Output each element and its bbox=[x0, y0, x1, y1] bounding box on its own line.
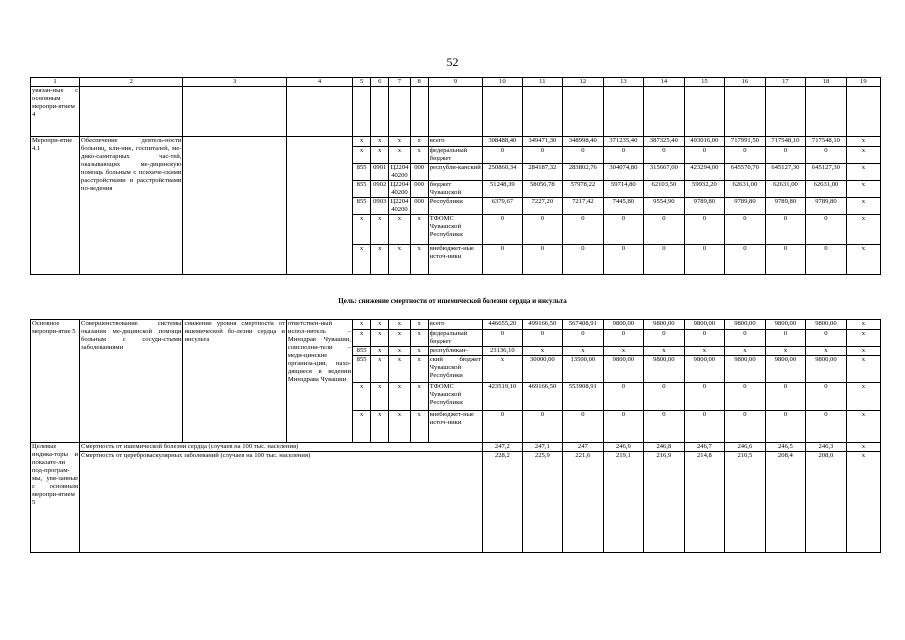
kbk-vr-cell: x bbox=[410, 330, 428, 347]
amount-cell: 0 bbox=[684, 245, 725, 275]
kbk-gr-cell: x bbox=[353, 147, 371, 164]
amount-cell: 7217,42 bbox=[563, 198, 604, 215]
indicator-value-cell: 247 bbox=[563, 443, 604, 452]
kbk-csr-cell: Ц2204 40200 bbox=[390, 164, 409, 179]
amount-cell: 9554,90 bbox=[644, 198, 685, 215]
amount-cell: 493016,00 bbox=[684, 137, 725, 147]
kbk-rz-cell: 0903 bbox=[371, 198, 389, 215]
kbk-vr-cell: x bbox=[410, 245, 428, 275]
amount-cell: 284187,32 bbox=[522, 164, 563, 181]
kbk-rz-cell: x bbox=[371, 147, 389, 164]
table-row bbox=[31, 320, 881, 330]
funding-source-cell: внебюджет-ные источ-ники bbox=[428, 411, 482, 443]
amount-cell: 387325,40 bbox=[644, 137, 685, 147]
amount-cell: 717548,10 bbox=[806, 137, 847, 147]
amount-cell: 0 bbox=[483, 147, 522, 164]
amount-cell: x bbox=[483, 356, 522, 383]
amount-cell: 0 bbox=[765, 147, 806, 164]
note-cell: x bbox=[846, 320, 880, 330]
empty-cell bbox=[286, 137, 352, 275]
note-cell: x bbox=[846, 383, 880, 411]
page-number: 52 bbox=[446, 55, 459, 69]
amount-cell: x bbox=[563, 347, 604, 356]
column-number-10: 10 bbox=[483, 78, 522, 87]
amount-cell: 0 bbox=[483, 215, 522, 245]
amount-cell: 645570,70 bbox=[725, 164, 766, 181]
amount-cell: 0 bbox=[644, 383, 685, 411]
amount-cell: 0 bbox=[603, 330, 644, 347]
indicator-value-cell: 246,8 bbox=[644, 443, 685, 452]
funding-source-cell: федеральный бюджет bbox=[428, 147, 482, 164]
kbk-gr-cell: x bbox=[353, 245, 371, 275]
amount-cell: x bbox=[603, 347, 644, 356]
indicator-name-cell: Смертность от ишемической болезни сердца (случаев на 100 тыс. населения) bbox=[80, 443, 483, 452]
column-number-14: 14 bbox=[644, 78, 685, 87]
kbk-rz-cell: 0901 bbox=[371, 164, 389, 181]
note-cell: x bbox=[846, 181, 880, 198]
indicator-value-cell: 216,9 bbox=[644, 452, 685, 553]
kbk-rz-cell: x bbox=[371, 215, 389, 245]
note-cell: x bbox=[846, 164, 880, 181]
note-cell: x bbox=[846, 330, 880, 347]
amount-cell: 9789,80 bbox=[765, 198, 806, 215]
column-number-6: 6 bbox=[371, 78, 389, 87]
amount-cell: 9800,00 bbox=[644, 356, 685, 383]
amount-cell: 51248,39 bbox=[483, 181, 522, 198]
amount-cell: 9789,80 bbox=[684, 198, 725, 215]
amount-cell: 62103,50 bbox=[644, 181, 685, 198]
amount-cell: 9789,80 bbox=[725, 198, 766, 215]
budget-table-part-1 bbox=[30, 77, 881, 275]
kbk-csr-cell: Ц2204 40200 bbox=[390, 181, 409, 196]
kbk-csr-cell: x bbox=[389, 147, 410, 164]
funding-source-cell: ский бюджет Чувашской Республики bbox=[428, 356, 482, 383]
kbk-vr-cell: x bbox=[410, 411, 428, 443]
table-row bbox=[31, 137, 881, 147]
funding-source-cell: республикан- bbox=[428, 347, 482, 356]
kbk-vr-cell: 000 bbox=[410, 164, 428, 181]
kbk-gr-cell: 855 bbox=[353, 181, 371, 198]
indicator-name-cell: Смертность от цереброваскулярных заболеваний (случаев на 100 тыс. населения) bbox=[80, 452, 483, 553]
kbk-csr-cell: x bbox=[389, 245, 410, 275]
amount-cell: 62631,00 bbox=[806, 181, 847, 198]
amount-cell: 0 bbox=[563, 147, 604, 164]
amount-cell: 9800,00 bbox=[644, 320, 685, 330]
indicator-value-cell: 208,4 bbox=[765, 452, 806, 553]
kbk-vr-cell: 000 bbox=[410, 181, 428, 198]
kbk-vr-cell: x bbox=[410, 137, 428, 147]
amount-cell: 59714,80 bbox=[603, 181, 644, 198]
amount-cell: 250860,34 bbox=[483, 164, 522, 181]
note-cell: x bbox=[846, 443, 880, 452]
amount-cell: 0 bbox=[684, 330, 725, 347]
amount-cell: 308488,40 bbox=[483, 137, 522, 147]
amount-cell: 0 bbox=[483, 245, 522, 275]
amount-cell: 9800,00 bbox=[765, 356, 806, 383]
amount-cell: 9800,00 bbox=[603, 356, 644, 383]
indicator-value-cell: 247,1 bbox=[522, 443, 563, 452]
prev-item-cell: увязан-ные с основным меропри-ятием 4 bbox=[31, 87, 80, 137]
column-number-2: 2 bbox=[80, 78, 183, 87]
amount-cell: 9800,00 bbox=[603, 320, 644, 330]
kbk-csr-cell: x bbox=[389, 411, 410, 443]
amount-cell: 9800,00 bbox=[725, 356, 766, 383]
kbk-gr-cell: x bbox=[353, 330, 371, 347]
item-name-cell: Основное меропри-ятие 5 bbox=[31, 320, 80, 443]
target-row bbox=[31, 443, 881, 452]
amount-cell: 6379,67 bbox=[483, 198, 522, 215]
amount-cell: 0 bbox=[765, 245, 806, 275]
column-number-5: 5 bbox=[353, 78, 371, 87]
amount-cell: 0 bbox=[563, 215, 604, 245]
amount-cell: 58056,78 bbox=[522, 181, 563, 198]
kbk-csr-cell: x bbox=[389, 320, 410, 330]
amount-cell: 0 bbox=[483, 330, 522, 347]
amount-cell: 0 bbox=[725, 330, 766, 347]
amount-cell: 0 bbox=[522, 245, 563, 275]
amount-cell: 23136,10 bbox=[483, 347, 522, 356]
column-number-19: 19 bbox=[846, 78, 880, 87]
column-number-11: 11 bbox=[522, 78, 563, 87]
kbk-gr-cell: x bbox=[353, 411, 371, 443]
prev-continuation-row bbox=[31, 87, 881, 137]
indicator-value-cell: 219,1 bbox=[603, 452, 644, 553]
kbk-vr-cell: x bbox=[410, 347, 428, 356]
amount-cell: 0 bbox=[725, 245, 766, 275]
amount-cell: 499166,50 bbox=[522, 320, 563, 330]
amount-cell: 0 bbox=[603, 245, 644, 275]
item-description-cell: Совершенствование системы оказания ме-дицинской помощи больным с сосуди-стыми заболеваниями bbox=[80, 320, 183, 443]
amount-cell: 553908,91 bbox=[563, 383, 604, 411]
funding-source-cell: внебюджет-ные источ-ники bbox=[428, 245, 482, 275]
indicator-value-cell: 210,5 bbox=[725, 452, 766, 553]
column-number-4: 4 bbox=[286, 78, 352, 87]
kbk-gr-cell: 855 bbox=[353, 198, 371, 215]
kbk-csr-cell: x bbox=[389, 215, 410, 245]
amount-cell: 0 bbox=[563, 245, 604, 275]
note-cell: x bbox=[846, 356, 880, 383]
amount-cell: 0 bbox=[765, 411, 806, 443]
amount-cell: 0 bbox=[483, 411, 522, 443]
amount-cell: 0 bbox=[806, 411, 847, 443]
amount-cell: 30000,00 bbox=[522, 356, 563, 383]
indicator-value-cell: 214,8 bbox=[684, 452, 725, 553]
kbk-rz-cell: x bbox=[371, 330, 389, 347]
kbk-rz-cell: 0902 bbox=[371, 181, 389, 198]
amount-cell: 0 bbox=[684, 383, 725, 411]
amount-cell: 13500,00 bbox=[563, 356, 604, 383]
target-row bbox=[31, 452, 881, 553]
kbk-csr-cell: x bbox=[389, 137, 410, 147]
amount-cell: 446655,20 bbox=[483, 320, 522, 330]
kbk-vr-cell: x bbox=[410, 215, 428, 245]
amount-cell: 9800,00 bbox=[725, 320, 766, 330]
amount-cell: 0 bbox=[603, 383, 644, 411]
amount-cell: 0 bbox=[806, 383, 847, 411]
column-number-16: 16 bbox=[725, 78, 766, 87]
note-cell: x bbox=[846, 147, 880, 164]
funding-source-cell: федеральный бюджет bbox=[428, 330, 482, 347]
amount-cell: 7227,20 bbox=[522, 198, 563, 215]
kbk-rz-cell: x bbox=[371, 347, 389, 356]
amount-cell: 0 bbox=[725, 147, 766, 164]
kbk-vr-cell: x bbox=[410, 383, 428, 411]
funding-source-cell: ТФОМС Чувашской Республики bbox=[428, 215, 482, 245]
kbk-vr-cell: 000 bbox=[410, 198, 428, 215]
column-number-18: 18 bbox=[806, 78, 847, 87]
amount-cell: 0 bbox=[644, 215, 685, 245]
amount-cell: 0 bbox=[725, 411, 766, 443]
targets-label-cell: Целевые индика-торы и показате-ли под-програм-мы, увя-занные с основным меропри-ятием 5 bbox=[31, 443, 80, 553]
kbk-rz-cell: x bbox=[371, 356, 389, 383]
amount-cell: 0 bbox=[644, 330, 685, 347]
amount-cell: 0 bbox=[765, 330, 806, 347]
column-number-12: 12 bbox=[563, 78, 604, 87]
amount-cell: 7445,80 bbox=[603, 198, 644, 215]
indicator-value-cell: 246,3 bbox=[806, 443, 847, 452]
amount-cell: 9800,00 bbox=[806, 320, 847, 330]
amount-cell: 645127,30 bbox=[806, 164, 847, 181]
column-number-1: 1 bbox=[31, 78, 80, 87]
kbk-vr-cell: x bbox=[410, 147, 428, 164]
funding-source-cell: ТФОМС Чувашской Республики bbox=[428, 383, 482, 411]
amount-cell: 423519,10 bbox=[483, 383, 522, 411]
amount-cell: 0 bbox=[603, 147, 644, 164]
column-number-7: 7 bbox=[389, 78, 410, 87]
note-cell: x bbox=[846, 245, 880, 275]
column-numbers-row bbox=[31, 78, 881, 87]
kbk-csr-cell: Ц2204 40200 bbox=[390, 198, 409, 213]
amount-cell: 349471,30 bbox=[522, 137, 563, 147]
goal-heading: Цель: снижение смертности от ишемической болезни сердца и инсульта bbox=[338, 297, 567, 305]
budget-table-part-2 bbox=[30, 319, 881, 553]
amount-cell: 0 bbox=[806, 147, 847, 164]
amount-cell: 717991,50 bbox=[725, 137, 766, 147]
kbk-vr-cell: x bbox=[410, 356, 428, 383]
amount-cell: 59932,20 bbox=[684, 181, 725, 198]
indicator-value-cell: 246,5 bbox=[765, 443, 806, 452]
amount-cell: 0 bbox=[765, 215, 806, 245]
kbk-csr-cell: x bbox=[389, 356, 410, 383]
kbk-rz-cell: x bbox=[371, 383, 389, 411]
kbk-gr-cell: x bbox=[353, 383, 371, 411]
column-number-15: 15 bbox=[684, 78, 725, 87]
amount-cell: 0 bbox=[684, 411, 725, 443]
kbk-rz-cell: x bbox=[371, 411, 389, 443]
funding-source-cell: Республики bbox=[428, 198, 482, 215]
indicator-value-cell: 225,9 bbox=[522, 452, 563, 553]
amount-cell: 0 bbox=[522, 411, 563, 443]
amount-cell: 0 bbox=[806, 215, 847, 245]
amount-cell: x bbox=[644, 347, 685, 356]
amount-cell: 9800,00 bbox=[806, 356, 847, 383]
amount-cell: 645127,30 bbox=[765, 164, 806, 181]
indicator-value-cell: 246,6 bbox=[725, 443, 766, 452]
kbk-gr-cell: x bbox=[353, 137, 371, 147]
amount-cell: x bbox=[725, 347, 766, 356]
kbk-rz-cell: x bbox=[371, 245, 389, 275]
amount-cell: 0 bbox=[563, 411, 604, 443]
note-cell: x bbox=[846, 215, 880, 245]
amount-cell: 0 bbox=[806, 330, 847, 347]
note-cell: x bbox=[846, 411, 880, 443]
amount-cell: x bbox=[522, 347, 563, 356]
empty-cell bbox=[183, 137, 286, 275]
amount-cell: 0 bbox=[725, 215, 766, 245]
indicator-value-cell: 208,0 bbox=[806, 452, 847, 553]
kbk-gr-cell: 855 bbox=[353, 347, 371, 356]
amount-cell: 0 bbox=[603, 215, 644, 245]
kbk-gr-cell: 855 bbox=[353, 356, 371, 383]
amount-cell: 423294,00 bbox=[684, 164, 725, 181]
amount-cell: 9800,00 bbox=[765, 320, 806, 330]
indicator-value-cell: 246,9 bbox=[603, 443, 644, 452]
amount-cell: x bbox=[806, 347, 847, 356]
kbk-rz-cell: x bbox=[371, 320, 389, 330]
funding-source-cell: всего bbox=[428, 320, 482, 330]
funding-source-cell: всего bbox=[428, 137, 482, 147]
kbk-gr-cell: x bbox=[353, 215, 371, 245]
column-number-17: 17 bbox=[765, 78, 806, 87]
note-cell: x bbox=[846, 452, 880, 553]
amount-cell: x bbox=[684, 347, 725, 356]
amount-cell: 62631,00 bbox=[725, 181, 766, 198]
amount-cell: 57978,22 bbox=[563, 181, 604, 198]
kbk-rz-cell: x bbox=[371, 137, 389, 147]
amount-cell: 62631,00 bbox=[765, 181, 806, 198]
amount-cell: 283802,76 bbox=[563, 164, 604, 181]
column-number-8: 8 bbox=[410, 78, 428, 87]
amount-cell: 0 bbox=[522, 147, 563, 164]
amount-cell: 0 bbox=[765, 383, 806, 411]
amount-cell: 717548,10 bbox=[765, 137, 806, 147]
indicator-value-cell: 246,7 bbox=[684, 443, 725, 452]
amount-cell: 371235,40 bbox=[603, 137, 644, 147]
amount-cell: 0 bbox=[603, 411, 644, 443]
amount-cell: x bbox=[765, 347, 806, 356]
amount-cell: 0 bbox=[806, 245, 847, 275]
amount-cell: 0 bbox=[522, 330, 563, 347]
note-cell: x bbox=[846, 347, 880, 356]
kbk-gr-cell: x bbox=[353, 320, 371, 330]
amount-cell: 0 bbox=[644, 147, 685, 164]
amount-cell: 0 bbox=[522, 215, 563, 245]
amount-cell: 0 bbox=[644, 245, 685, 275]
amount-cell: 9789,80 bbox=[806, 198, 847, 215]
item-description-cell: Обеспечение деятель-ности больниц, кли-ник, госпиталей, ме-дико-санитарных час-тей, оказывающих ме-дицинскую помощь больным с психиче-скими расстройствами и расстройствами по-ведения bbox=[80, 137, 183, 275]
indicator-value-cell: 228,2 bbox=[483, 452, 522, 553]
amount-cell: 304074,80 bbox=[603, 164, 644, 181]
note-cell: x bbox=[846, 137, 880, 147]
kbk-csr-cell: x bbox=[389, 383, 410, 411]
amount-cell: 0 bbox=[563, 330, 604, 347]
funding-source-cell: бюджет Чувашской bbox=[428, 181, 482, 198]
amount-cell: 348998,40 bbox=[563, 137, 604, 147]
amount-cell: 315667,00 bbox=[644, 164, 685, 181]
amount-cell: 567408,91 bbox=[563, 320, 604, 330]
funding-source-cell: республи-канский bbox=[428, 164, 482, 181]
amount-cell: 9800,00 bbox=[684, 356, 725, 383]
amount-cell: 9800,00 bbox=[684, 320, 725, 330]
column-number-9: 9 bbox=[428, 78, 482, 87]
column-number-13: 13 bbox=[603, 78, 644, 87]
indicator-value-cell: 247,2 bbox=[483, 443, 522, 452]
kbk-csr-cell: x bbox=[389, 347, 410, 356]
task-cell: снижение уровня смертности от ишемической бо-лезни сердца и инсульта bbox=[183, 320, 286, 443]
kbk-gr-cell: 855 bbox=[353, 164, 371, 181]
amount-cell: 0 bbox=[684, 147, 725, 164]
amount-cell: 0 bbox=[725, 383, 766, 411]
kbk-vr-cell: x bbox=[410, 320, 428, 330]
column-number-3: 3 bbox=[183, 78, 286, 87]
amount-cell: 469166,50 bbox=[522, 383, 563, 411]
indicator-value-cell: 221,6 bbox=[563, 452, 604, 553]
note-cell: x bbox=[846, 198, 880, 215]
responsible-cell: ответствен-ный испол-нитель – Минздрав Чувашии, соисполни-тели – меди-цинские организа-ции, нахо-дящиеся в ведении Минздрава Чувашии bbox=[286, 320, 352, 443]
amount-cell: 0 bbox=[684, 215, 725, 245]
kbk-csr-cell: x bbox=[389, 330, 410, 347]
amount-cell: 0 bbox=[644, 411, 685, 443]
item-name-cell: Меропри-ятие 4.1 bbox=[31, 137, 80, 275]
